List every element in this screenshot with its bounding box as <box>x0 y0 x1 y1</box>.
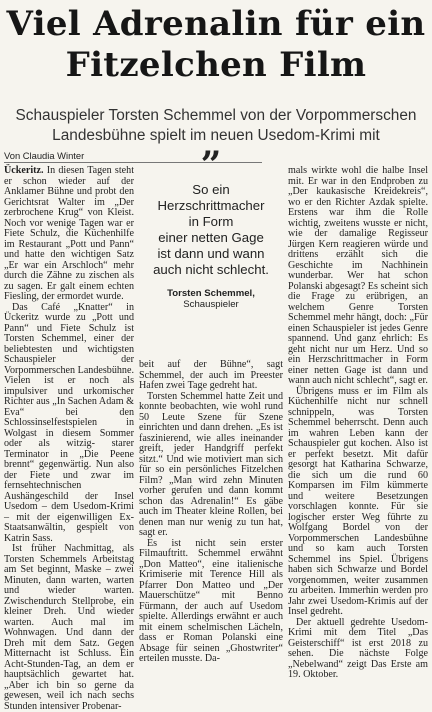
paragraph: Der aktuell gedrehte Usedom-Krimi mit dem Titel „Das Geisterschiff“ ist erst 2018 zu sehen. Die nächste Folge „Nebelwand“ zeigt Das Erste am 19. Oktober. <box>288 616 428 680</box>
article-headline <box>0 4 432 86</box>
pull-quote-text <box>139 182 283 278</box>
pull-quote-line: Herzschrittmacher <box>157 198 265 213</box>
pull-quote-author: Torsten Schemmel, <box>167 288 255 299</box>
headline-line-1: Viel Adrenalin für ein <box>6 4 426 44</box>
paragraph: Ist früher Nachmittag, als Torsten Schemmels Arbeitstag am Set beginnt, Maske – zwei Minuten, dann warten, warten und wieder warten. Zwischendurch Stellprobe, ein kleiner Dreh. Und wieder warten. Auch mal im Wohnwagen. Und dann der Dreh mit dem Satz. Gegen Mitternacht ist Schluss. Ein Acht-Stunden-Tag, an dem er hauptsächlich gewartet hat. „Aber ich bin so gerne da gewesen, weil ich nach sechs Stunden intensiver Probenar- <box>4 543 134 712</box>
paragraph: beit auf der Bühne“, sagt Schemmel, der auch im Preester Hafen zwei Tage gedreht hat. <box>139 359 283 391</box>
pull-quote-line: ist dann und wann <box>157 246 265 261</box>
paragraph: Übrigens muss er im Film als Küchenhilfe nicht nur schnell schnippeln, was Torsten Schemmel beherrscht. Denn auch im wahren Leben kann der Schauspieler gut kochen. Also ist er perfekt besetzt. Mit dafür gesorgt hat Katharina Schwarze, die sich um die rund 60 Komparsen im Film kümmerte und weitere Besetzungen vorschlagen konnte. Für sie logischer erster Weg führte zu Wolfgang Bordel von der Vorpommerschen Landesbühne und so kam auch Torsten Schemmel ins Spiel. Übrigens haben sich Schwarze und Bordel vorgenommen, weiter zusammen zu arbeiten. Immerhin werden pro Jahr zwei Usedom-Krimis auf der Insel gedreht. <box>288 385 428 617</box>
article-column-1 <box>4 166 134 712</box>
article-column-3 <box>288 166 428 681</box>
paragraph-text: In diesen Tagen steht er schon wieder auf der Anklamer Bühne und probt den Gerichtsrat Walter im „Der zerbrochene Krug“ von Kleist. Noch vor wenige Tagen war er Fiete Schulz, die Küchenhilfe im Restaurant „Pott und Pann“ und hatte den wichtigen Satz „Er war ein Arschloch“ mehr durch die Zähne zu zischen als zu sagen. Er galt einem echten Fiesling, der ermordet wurde. <box>4 165 134 302</box>
subheadline-line-2: Landesbühne spielt im neuen Usedom-Krimi mit <box>52 127 380 144</box>
paragraph: Das Café „Knatter“ in Ückeritz wurde zu „Pott und Pann“ und Fiete Schulz ist Torsten Schemmel, einer der beliebtesten und wichtigsten Schauspieler der Vorpommerschen Landesbühne. Vielen ist er noch als impulsiver und urkomischer Richter aus „In Sachen Adam & Eva“ bei den Schlossinselfestspielen in Wolgast in diesem Sommer oder als witzig- starer Terminator in „Die Peene brennt“ gegenwärtig. Nun also der Fiete und zwar im fernsehtechnischen Aushängeschild der Insel Usedom – dem Usedom-Krimi – mit der eigenwilligen Ex-Staatsanwältin, gespielt von Katrin Sass. <box>4 301 134 544</box>
pull-quote <box>139 144 283 310</box>
pull-quote-line: einer netten Gage <box>158 230 264 245</box>
pull-quote-line: So ein <box>192 182 230 197</box>
quote-mark-icon: ” <box>200 144 222 186</box>
subheadline-line-1: Schauspieler Torsten Schemmel von der Vorpommerschen <box>15 107 417 124</box>
paragraph: Es ist nicht sein erster Filmauftritt. Schemmel erwähnt „Don Matteo“, eine italienische Krimiserie mit Terence Hill als Pfarrer Don Matteo und „Der Mauerschütze“ mit Benno Fürmann, der auch auf Usedom spielte. Allerdings erwähnt er auch mit einem schelmischen Lächeln, dass er Roman Polanski eine Absage für seinen „Ghostwriter“ erteilen musste. Da- <box>139 537 283 664</box>
paragraph <box>4 166 134 303</box>
pull-quote-line: auch nicht schlecht. <box>153 262 269 277</box>
dateline: Ückeritz. <box>4 165 44 176</box>
paragraph: Torsten Schemmel hatte Zeit und konnte beobachten, wie wohl rund 50 Leute Szene für Szene einrichten und dann drehen. „Es ist faszinierend, wie alles ineinander greift, jeder Handgriff perfekt sitzt.“ Und wie motiviert man sich für so ein persönliches Fitzelchen Film? „Man wird zehn Minuten vorher gerufen und dann kommt schon das Adrenalin!“ Es gäbe auch im Theater kleine Rollen, bei denen man nur wenig zu tun hat, sagt er. <box>139 390 283 538</box>
article-subheadline <box>0 106 432 146</box>
paragraph: mals wirkte wohl die halbe Insel mit. Er war in den Endproben zu „Der kaukasische Kreidekreis“, wo er den Richter Azdak spielte. Erstens war ihm die Rolle wichtig, zweitens wusste er nicht, wie der damalige Regisseur Jürgen Kern reagieren würde und drittens erzählt sich die Geschichte im Nachhinein wunderbar. Wer hat schon Polanski abgesagt? Es scheint sich die Frage zu erübrigen, an welchem Genre Torsten Schemmel mehr hängt, doch: „Für einen Schauspieler ist jedes Genre spannend. Und ganz ehrlich: Es geht nicht nur um Herz. Und so ein Herzschrittmacher in Form einer netten Gage ist dann und wann auch nicht schlecht“, sagt er. <box>288 165 428 386</box>
pull-quote-line: in Form <box>188 214 234 229</box>
pull-quote-role: Schauspieler <box>183 299 239 310</box>
article-column-2 <box>139 360 283 665</box>
byline: Von Claudia Winter <box>4 150 85 161</box>
headline-line-2: Fitzelchen Film <box>65 45 367 85</box>
